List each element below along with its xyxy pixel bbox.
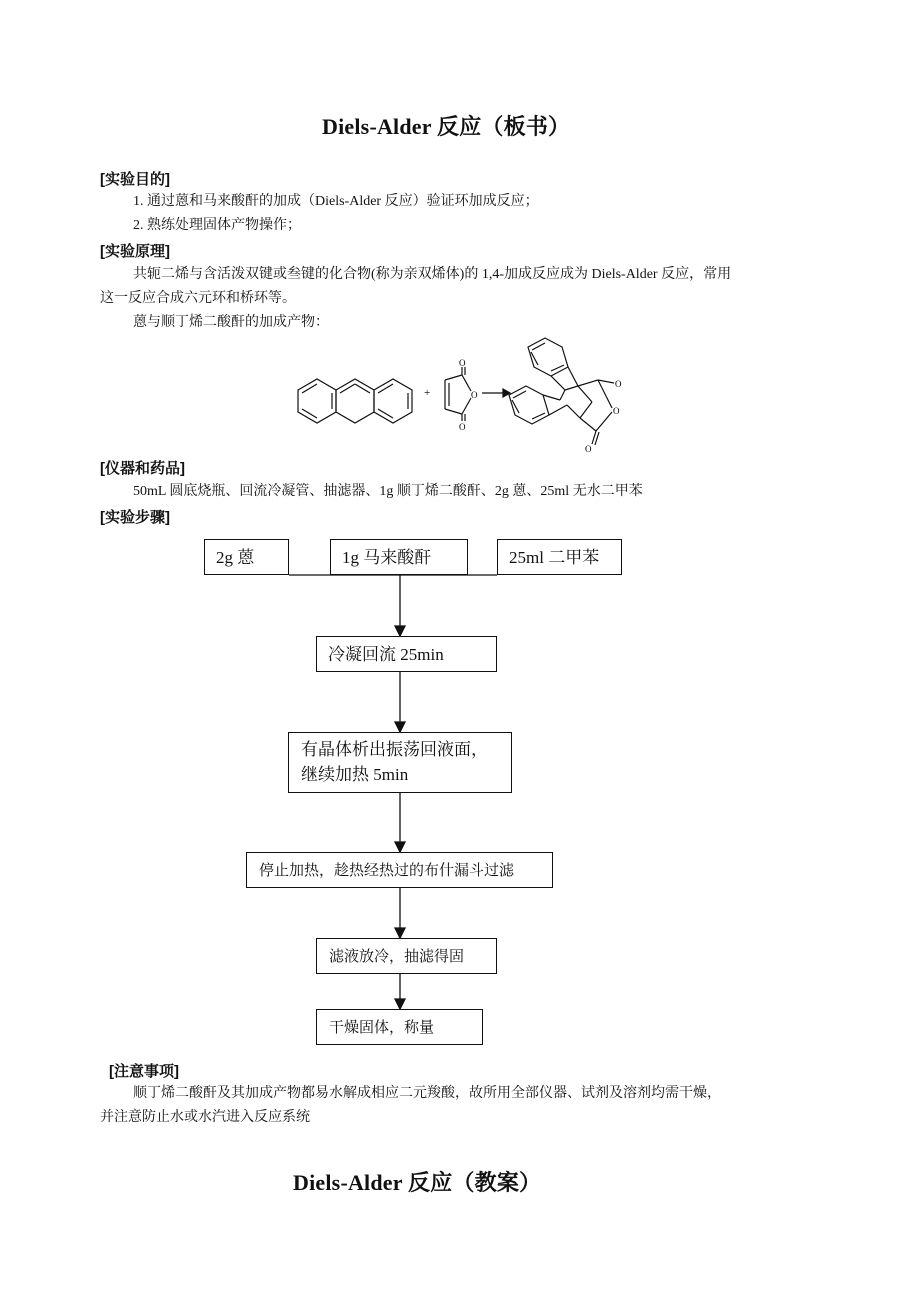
flow-step-dry [316, 1009, 483, 1045]
flow-step-cool [316, 938, 497, 974]
page-title: Diels-Alder 反应（板书） [322, 114, 571, 139]
flow-step-dry-label: 干燥固体，称量 [329, 1020, 435, 1036]
notes-line-1: 顺丁烯二酸酐及其加成产物都易水解成相应二元羧酸，故所用全部仪器、试剂及溶剂均需干燥， [133, 1086, 721, 1101]
flow-step-filter-hot-label: 停止加热，趁热经热过的布什漏斗过滤 [259, 863, 515, 879]
section-heading-notes: [注意事项] [109, 1063, 179, 1080]
flow-step-filter-hot [246, 852, 553, 888]
input-box-anthracene [204, 539, 289, 575]
input-maleic-anhydride-label: 1g 马来酸酐 [342, 548, 432, 567]
oxygen-label: O [471, 390, 478, 400]
input-anthracene-label: 2g 蒽 [216, 548, 255, 567]
input-box-maleic-anhydride [330, 539, 468, 575]
oxygen-label: O [613, 406, 620, 416]
input-xylene-label: 25ml 二甲苯 [509, 548, 600, 567]
section-heading-principle: [实验原理] [100, 243, 170, 260]
principle-line-3: 蒽与顺丁烯二酸酐的加成产物： [133, 315, 329, 330]
input-box-xylene [497, 539, 622, 575]
oxygen-label: O [585, 444, 592, 454]
principle-line-2: 这一反应合成六元环和桥环等。 [100, 291, 296, 306]
plus-sign: + [424, 387, 431, 399]
oxygen-label: O [459, 422, 466, 432]
section-heading-reagents: [仪器和药品] [100, 460, 185, 477]
oxygen-label: O [459, 358, 466, 368]
flow-step-crystals-line-1: 有晶体析出振荡回液面， [301, 740, 488, 759]
principle-line-1: 共轭二烯与含活泼双键或叁键的化合物(称为亲双烯体)的 1,4-加成反应成为 Diels-Alder 反应，常用 [133, 267, 732, 282]
purpose-item-2: 2. 熟练处理固体产物操作； [133, 218, 301, 233]
notes-line-2: 并注意防止水或水汽进入反应系统 [100, 1110, 310, 1125]
footer-title: Diels-Alder 反应（教案） [293, 1170, 542, 1195]
flow-step-crystals-line-2: 继续加热 5min [301, 765, 409, 784]
flow-step-crystals [288, 732, 512, 793]
flow-step-reflux [316, 636, 497, 672]
flow-step-cool-label: 滤液放冷，抽滤得固 [329, 949, 465, 965]
section-heading-purpose: [实验目的] [100, 171, 170, 188]
reagents-text: 50mL 圆底烧瓶、回流冷凝管、抽滤器、1g 顺丁烯二酸酐、2g 蒽、25ml 无水二甲苯 [133, 484, 643, 499]
flow-step-reflux-label: 冷凝回流 25min [328, 645, 444, 664]
section-heading-steps: [实验步骤] [100, 509, 170, 526]
purpose-item-1: 1. 通过蒽和马来酸酐的加成（Diels-Alder 反应）验证环加成反应； [133, 194, 539, 209]
oxygen-label: O [615, 379, 622, 389]
